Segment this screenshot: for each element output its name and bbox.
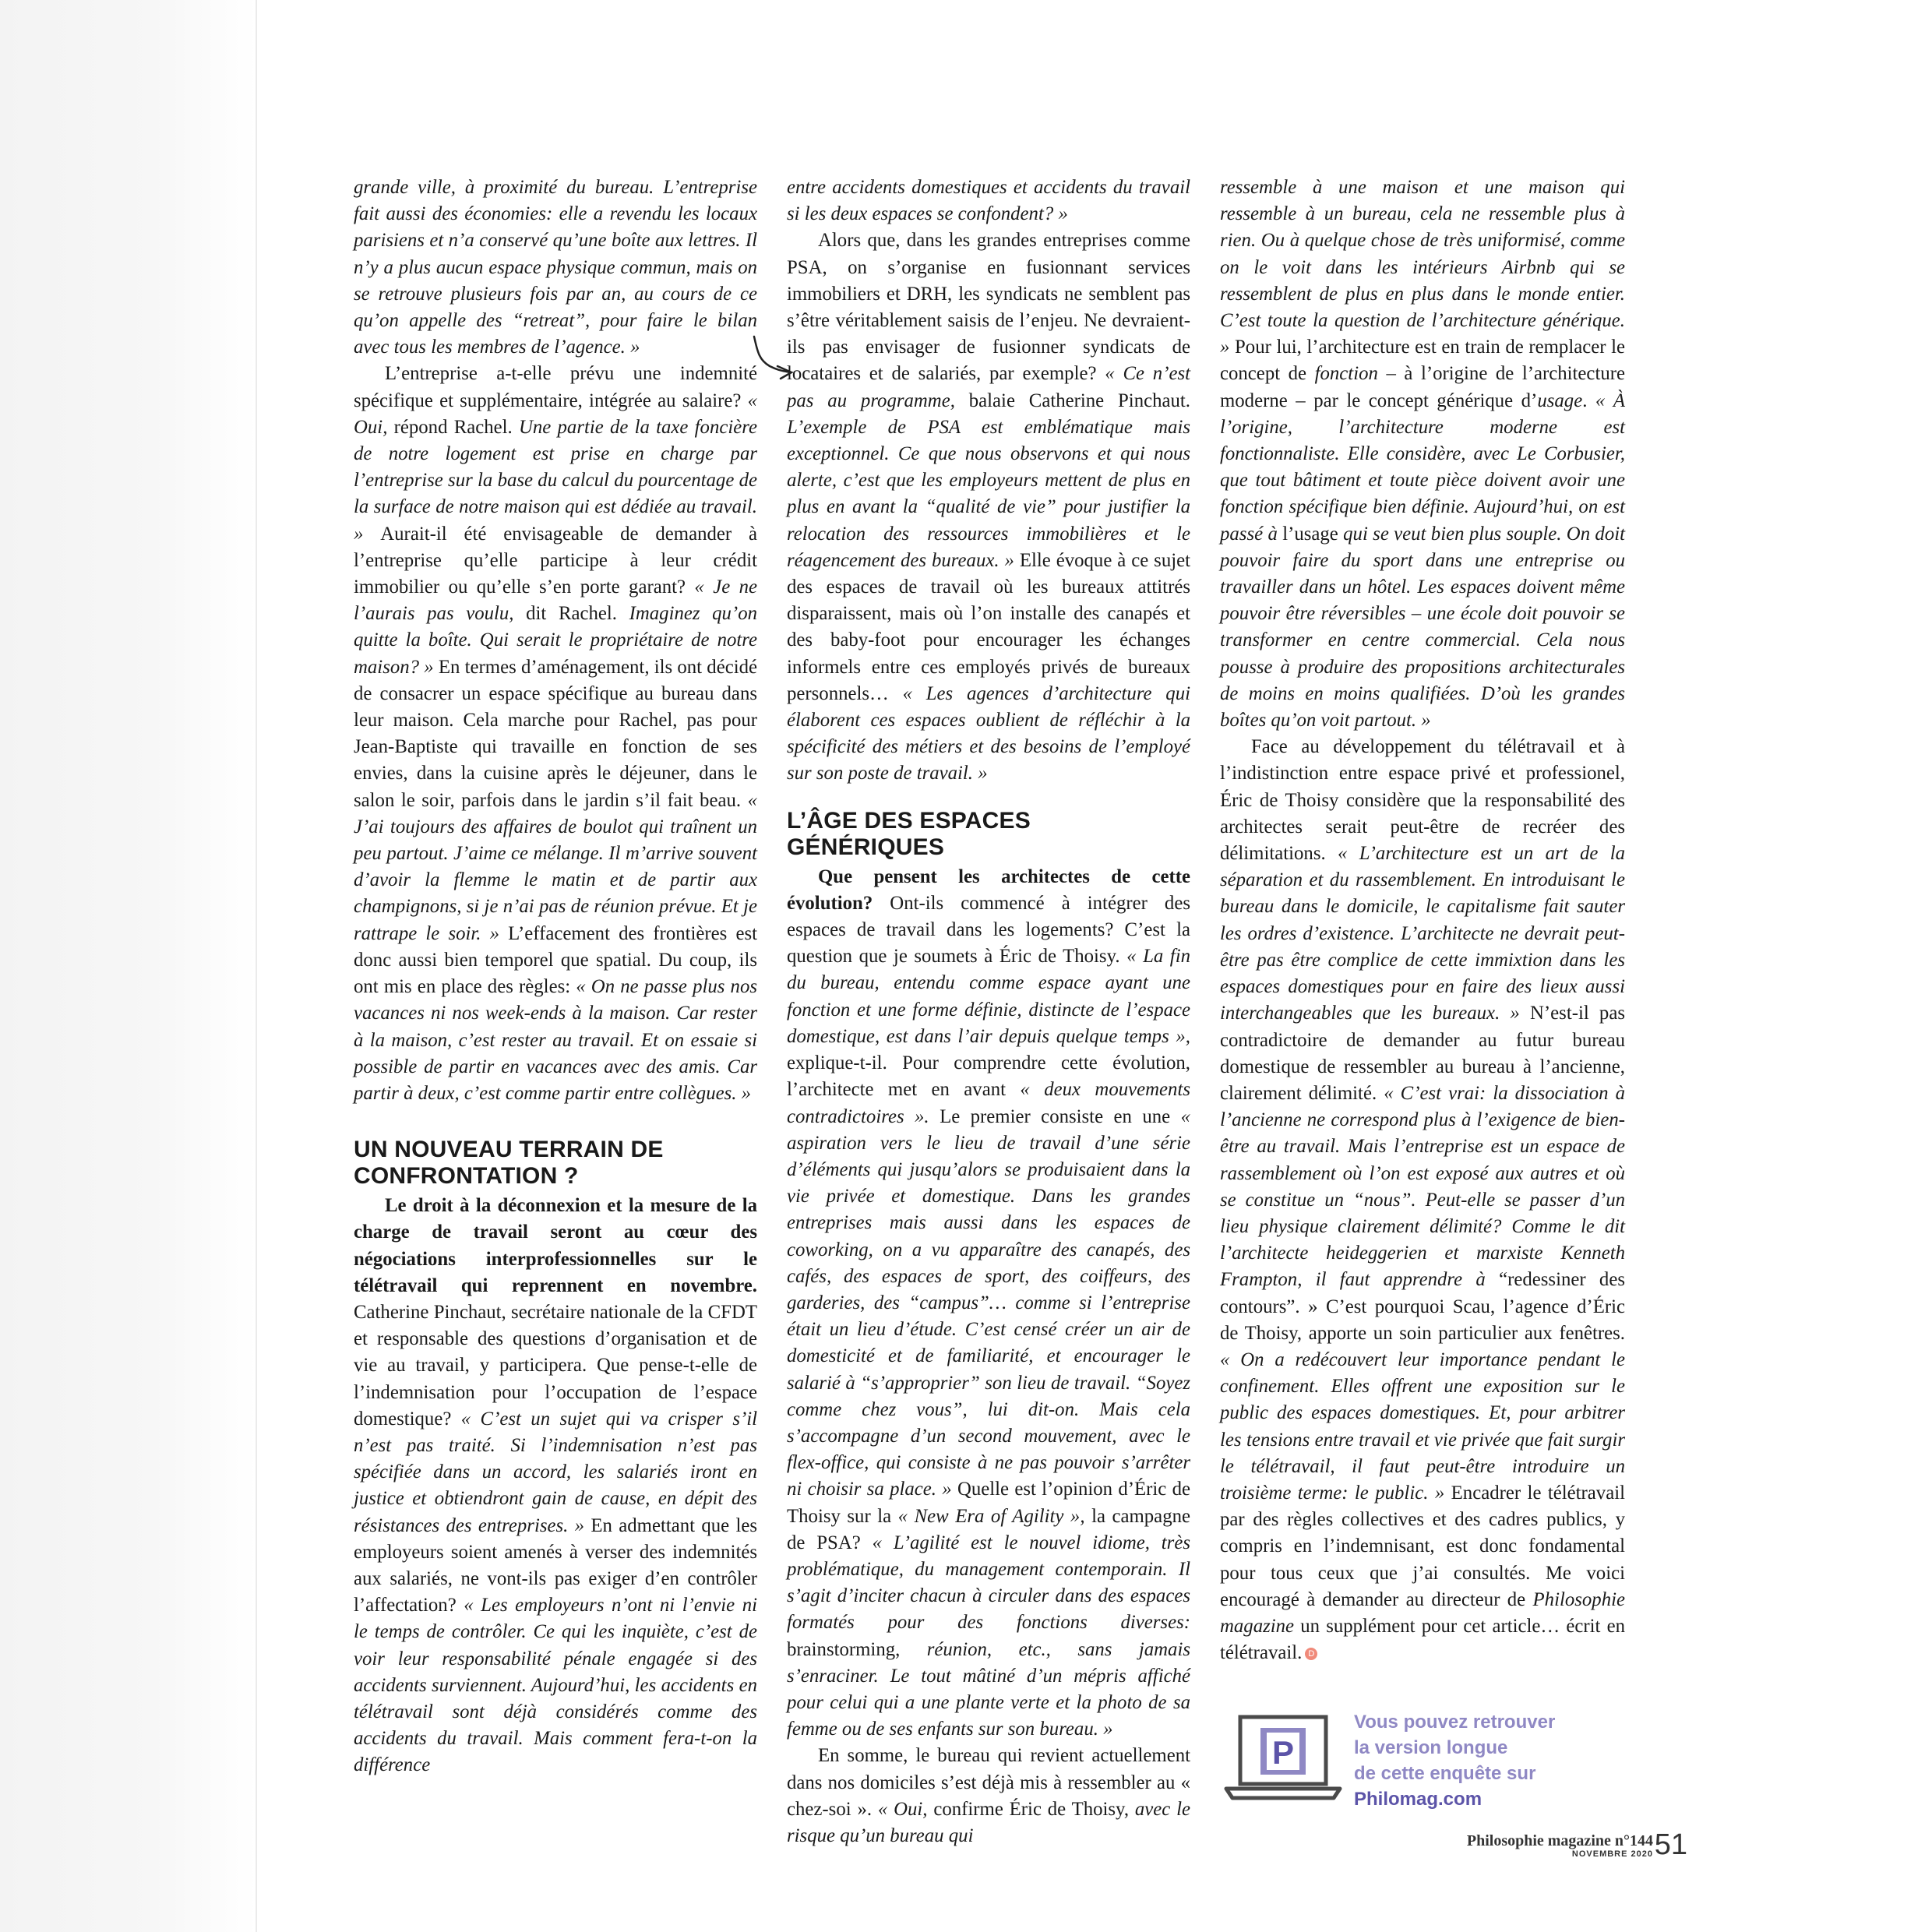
issue-month: NOVEMBRE 2020 xyxy=(1571,1849,1653,1859)
philomag-laptop-icon xyxy=(1223,1714,1343,1804)
text-run: N’est-il pas contradictoire de demander au futur bureau domestique de ressembler au bureau à l’ancienne, clairement délimité. xyxy=(1220,1003,1625,1104)
text-run: la campagne de PSA? xyxy=(787,1505,1190,1553)
text-run: L’effacement des frontières est donc aussi bien temporel que spatial. Du coup, ils ont mis en place des règles: xyxy=(354,922,757,998)
text-run: dit Rachel. xyxy=(526,603,629,625)
text-run: . xyxy=(1582,390,1595,411)
page-number: 51 xyxy=(1654,1828,1687,1861)
quote-run: « L’agilité est le nouvel idiome, très problématique, du management contemporain. Il s’agit d’inciter chacun à circuler dans des espaces formatés pour des fonctions diverses: xyxy=(787,1532,1190,1634)
text-run: l’usage xyxy=(1282,523,1344,545)
promo-line-1: Vous pouvez retrouver xyxy=(1354,1712,1556,1733)
quote-run: « C’est un sujet qui va crisper s’il n’est pas traité. Si l’indemnisation n’est pas spécifiée dans un accord, les salariés iront en justice et obtiendront gain de cause, en dépit des résistances des entreprises. » xyxy=(354,1408,758,1536)
quote-run: « Les employeurs n’ont ni l’envie ni le temps de contrôler. Ce qui les inquiète, c’est de voir leur responsabilité pénale engagée si des accidents surviennent. Aujourd’hui, les accidents en télétravail sont déjà considérés comme des accidents du travail. Mais comment fera-t-on la différence xyxy=(354,1595,757,1776)
section-heading-1: UN NOUVEAU TERRAIN DE CONFRONTATION ? xyxy=(354,1137,664,1190)
scan-margin xyxy=(0,0,257,1932)
lead-run: Le droit à la déconnexion et la mesure de la charge de travail seront au cœur des négociations interprofessionnelles sur le télétravail qui reprennent en novembre. xyxy=(354,1195,757,1296)
promo-line-3: de cette enquête sur xyxy=(1354,1763,1536,1784)
col1-paragraph-1: grande ville, à proximité du bureau. L’entreprise fait aussi des économies: elle a revendu les locaux parisiens et n’a conservé qu’une boîte aux lettres. Il n’y a plus aucun espace physique commun, mais on se retrouve plusieurs fois par an, au cours de ce qu’on appelle des “retreat”, pour faire le bilan avec tous les membres de l’agence. » xyxy=(354,177,757,358)
quote-run: Une partie de la taxe foncière de notre logement est prise en charge par l’entreprise sur la base du calcul du pourcentage de la surface de notre maison qui est dédiée au travail. » xyxy=(354,416,757,545)
column-2 xyxy=(787,175,1190,1849)
promo-line-2: la version longue xyxy=(1354,1737,1508,1758)
text-run: Face au développement du télétravail et à l’indistinction entre espace privé et professionel, Éric de Thoisy considère que la responsabilité des architectes serait peut-être de recréer des délimitations. xyxy=(1220,736,1625,865)
emphasis-run: usage xyxy=(1537,390,1583,411)
magazine-issue: Philosophie magazine n°144 xyxy=(1466,1832,1653,1849)
promo-icon-letter: P xyxy=(1271,1734,1295,1771)
text-run: L’entreprise a-t-elle prévu une indemnité spécifique et supplémentaire, intégrée au salaire? xyxy=(354,363,757,411)
quote-run: « C’est vrai: la dissociation à l’ancienne ne correspond plus à l’exigence de bien-être au travail. Mais l’entreprise est un espace de rassemblement où l’on est exposé aux autres et où se constitue un “nous”. Peut-elle se passer d’un lieu physique clairement délimité? Comme le dit l’architecte heideggerien et marxiste Kenneth Frampton, il faut apprendre à xyxy=(1220,1082,1625,1291)
page-footer xyxy=(1435,1828,1692,1867)
col1-paragraph-3 xyxy=(354,1193,757,1779)
text-run: En admettant que les employeurs soient amenés à verser des indemnités aux salariés, ne vont-ils pas exiger d’en contrôler l’affectation? xyxy=(354,1514,758,1616)
quote-run: « La fin du bureau, entendu comme espace ayant une fonction et une forme définie, distincte de l’espace domestique, est dans l’air depuis quelque temps », xyxy=(787,946,1190,1047)
text-run: En termes d’aménagement, ils ont décidé de consacrer un espace spécifique au bureau dans leur maison. Cela marche pour Rachel, pas pour Jean-Baptiste qui travaille en fonction de ses envies, dans la cuisine après le déjeuner, dans le salon le soir, parfois dans le jardin s’il fait beau. xyxy=(354,656,757,811)
quote-run: « Ce n’est pas au programme, xyxy=(787,363,1190,411)
quote-run: « Oui, xyxy=(354,390,757,438)
text-run: Aurait-il été envisageable de demander à l’entreprise qu’elle participe à leur crédit immobilier ou qu’elle s’en porte garant? xyxy=(354,523,757,598)
promo-text xyxy=(1354,1709,1588,1812)
quote-run: avec le risque qu’un bureau qui xyxy=(787,1798,1191,1846)
quote-run: « On ne passe plus nos vacances ni nos week-ends à la maison. Car rester à la maison, c’est rester au travail. Et on essaie si possible de partir en vacances avec des amis. Car partir à deux, c’est comme partir entre collègues. » xyxy=(354,976,757,1104)
emphasis-run: Philosophie magazine xyxy=(1220,1588,1625,1637)
text-run: Alors que, dans les grandes entreprises comme PSA, on s’organise en fusionnant services immobiliers et DRH, les syndicats ne semblent pas s’être véritablement saisis de l’enjeu. Ne devraient-ils pas envisager de fusionner syndicats de locataires et de salariés, par exemple? xyxy=(787,230,1190,385)
quote-run: « Je ne l’aurais pas voulu, xyxy=(354,576,757,625)
promo-link[interactable]: Philomag.com xyxy=(1354,1789,1482,1810)
text-run: brainstorming, xyxy=(787,1638,927,1660)
column-1 xyxy=(354,175,757,1779)
text-run: confirme Éric de Thoisy, xyxy=(933,1798,1135,1820)
col1-paragraph-2 xyxy=(354,361,757,1107)
quote-run: L’exemple de PSA est emblématique mais exceptionnel. Ce que nous observons et qui nous alerte, c’est que les employeurs mettent de plus en plus en avant la “qualité de vie” pour justifier la relocation des ressources immobilières et le réagencement des bureaux. » xyxy=(787,416,1190,571)
text-run: répond Rachel. xyxy=(393,416,519,438)
text-run: un supplément pour cet article… écrit en télétravail. xyxy=(1220,1615,1625,1664)
text-run: Ont-ils commencé à intégrer des espaces de travail dans les logements? C’est la question que je soumets à Éric de Thoisy. xyxy=(787,892,1190,968)
lead-run: Que pensent les architectes de cette évolution? xyxy=(787,866,1190,914)
quote-run: « deux mouvements contradictoires ». xyxy=(787,1079,1190,1127)
text-run: Pour lui, l’architecture est en train de remplacer le concept de xyxy=(1220,337,1625,385)
quote-run: « À l’origine, l’architecture moderne est fonctionnaliste. Elle considère, avec Le Corbusier, que tout bâtiment et toute pièce doivent avoir une fonction spécifique bien définie. Aujourd’hui, on est passé à xyxy=(1220,390,1625,545)
end-of-article-mark: D xyxy=(1305,1648,1317,1660)
quote-run: « L’architecture est un art de la séparation et du rassemblement. En introduisant le bureau dans le domicile, le capitalisme fait sauter les ordres d’existence. L’architecte ne devrait peut-être pas être complice de cette immixtion dans les espaces domestiques pour en faire des lieux aussi interchangeables que les bureaux. » xyxy=(1220,843,1625,1024)
column-3 xyxy=(1220,175,1625,1666)
quote-run: « aspiration vers le lieu de travail d’une série d’éléments qui jusqu’alors se produisaient dans la vie privée et domestique. Dans les grandes entreprises mais aussi dans les espaces de coworking, on a vu apparaître des canapés, des cafés, des espaces de sport, des coiffeurs, des garderies, des “campus”… comme si l’entreprise était un lieu d’étude. C’est censé créer un air de domesticité et de familiarité, et encourager le salarié à “s’approprier” son lieu de travail. “Soyez comme chez vous”, lui dit-on. Mais cela s’accompagne d’un second mouvement, avec le flex-office, qui consiste à ne pas pouvoir s’arrêter ni choisir sa place. » xyxy=(787,1105,1190,1500)
col2-paragraph-1: entre accidents domestiques et accidents du travail si les deux espaces se confondent? » xyxy=(787,177,1190,225)
col2-paragraph-4 xyxy=(787,1743,1190,1849)
text-run: En somme, le bureau qui revient actuellement dans nos domiciles s’est déjà mis à ressembler au « chez-soi ». xyxy=(787,1745,1190,1820)
text-run: Elle évoque à ce sujet des espaces de travail où les bureaux attitrés disparaissent, mais où l’on installe des canapés et des baby-foot pour encourager les échanges informels entre ces employés privés de bureaux personnels… xyxy=(787,549,1191,704)
text-run: Catherine Pinchaut, secrétaire nationale de la CFDT et responsable des questions d’organisation et de vie au travail, y participera. Que pense-t-elle de l’indemnisation pour l’occupation de l’espace domestique? xyxy=(354,1301,757,1430)
text-run: balaie Catherine Pinchaut. xyxy=(968,390,1190,411)
text-run: C’est pourquoi Scau, l’agence d’Éric de Thoisy, apporte un soin particulier aux fenêtres. xyxy=(1220,1296,1625,1344)
philomag-promo[interactable] xyxy=(1220,1706,1563,1810)
text-run: “redessiner des contours”. » xyxy=(1220,1269,1625,1317)
col2-paragraph-2 xyxy=(787,227,1190,787)
quote-run: « New Era of Agility », xyxy=(897,1505,1092,1527)
col3-paragraph-2 xyxy=(1220,734,1625,1666)
quote-run: Imaginez qu’on quitte la boîte. Qui serait le propriétaire de notre maison? » xyxy=(354,603,757,678)
text-run: Quelle est l’opinion d’Éric de Thoisy sur la xyxy=(787,1479,1190,1527)
section-heading-2: L’ÂGE DES ESPACES GÉNÉRIQUES xyxy=(787,807,1031,860)
quote-run: « Les agences d’architecture qui élaborent ces espaces oublient de réfléchir à la spécificité des métiers et des besoins de l’employé sur son poste de travail. » xyxy=(787,682,1190,784)
col3-paragraph-1 xyxy=(1220,175,1625,734)
text-run: Le premier consiste en une xyxy=(940,1105,1181,1127)
text-run: Encadrer le télétravail par des règles collectives et des cadres publics, y compris en l’indemnisant, est donc fondamental pour tous ceux que j’ai consultés. Me voici encouragé à demander au directeur de xyxy=(1220,1482,1625,1610)
quote-run: « On a redécouvert leur importance pendant le confinement. Elles offrent une exposition sur le public des espaces domestiques. Et, pour arbitrer les tensions entre travail et vie privée que fait surgir le télétravail, il faut peut-être introduire un troisième terme: le public. » xyxy=(1220,1349,1625,1504)
quote-run: « Oui, xyxy=(877,1798,934,1820)
text-run: – à l’origine de l’architecture moderne – par le concept générique d’ xyxy=(1220,363,1625,411)
quote-run: « J’ai toujours des affaires de boulot qui traînent un peu partout. J’aime ce mélange. Il m’arrive souvent d’avoir la flemme le matin et de partir aux champignons, si je n’ai pas de réunion prévue. Et je rattrape le soir. » xyxy=(354,789,757,944)
text-run: explique-t-il. Pour comprendre cette évolution, l’architecte met en avant xyxy=(787,1052,1190,1101)
col2-paragraph-3 xyxy=(787,864,1190,1743)
scan-edge-line xyxy=(256,0,257,1932)
quote-run: réunion, etc., sans jamais s’enraciner. Le tout mâtiné d’un mépris affiché pour celui qui a une plante verte et la photo de sa femme ou de ses enfants sur son bureau. » xyxy=(787,1638,1190,1740)
quote-run: ressemble à une maison et une maison qui ressemble à un bureau, cela ne ressemble plus à rien. Ou à quelque chose de très uniformisé, comme on le voit dans les intérieurs Airbnb qui se ressemblent de plus en plus dans le monde entier. C’est toute la question de l’architecture générique. » xyxy=(1220,177,1625,358)
quote-run: qui se veut bien plus souple. On doit pouvoir faire du sport dans une entreprise ou travailler dans un hôtel. Les espaces doivent même pouvoir être réversibles – une école doit pouvoir se transformer en centre commercial. Cela nous pousse à produire des propositions architecturales de moins en moins qualifiées. D’où les grandes boîtes qu’on voit partout. » xyxy=(1220,523,1626,732)
emphasis-run: fonction xyxy=(1314,363,1378,385)
